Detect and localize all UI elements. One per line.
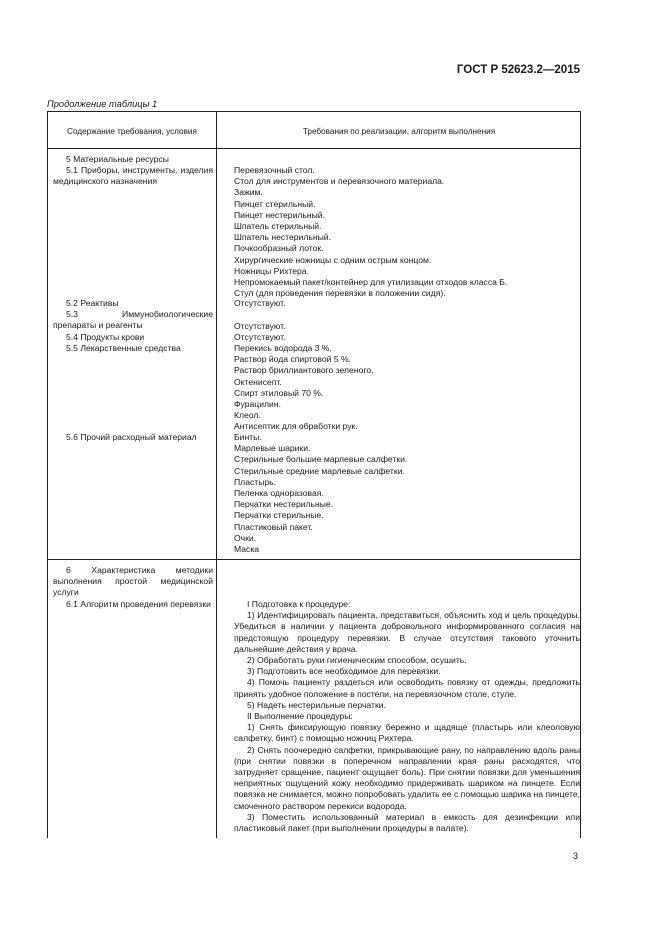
list-item: Раствор йода спиртовой 5 %.	[234, 354, 352, 365]
step-2-2: 2) Снять поочередно салфетки, прикрывающие рану, по направлению вдоль раны (при снятии повязки в поперечном направлении края раны расходятся, что затрудняет сращение, пациент ощущает боль). При снятии повязки для уменьшения неприятных ощущений кожу необходимо придерживать шариком на пинцете. Если повязка не снимается, можно попробовать удалить ее с помощью шарика на пинцете, смоченного раствором перекиси водорода.	[234, 744, 580, 811]
list-item: Бинты.	[234, 432, 262, 442]
column-header-requirement: Содержание требования, условия	[67, 127, 197, 136]
header-divider	[48, 148, 580, 149]
list-item: Клеол.	[234, 410, 261, 421]
list-item: Перчатки нестерильные.	[234, 499, 334, 510]
list-item: Пинцет стерильный.	[234, 198, 316, 209]
list-item: Стерильные средние марлевые салфетки.	[234, 465, 405, 476]
immunobiological-value: Отсутствуют.	[234, 321, 286, 331]
step-1-1: 1) Идентифицировать пациента, представиться, объяснить ход и цель процедуры. Убедиться в наличии у пациента добровольного информированного согласия на предстоящую процедуру перевязки. В случае отсутствия такового уточнить дальнейшие действия у врача.	[234, 610, 580, 654]
column-divider	[216, 112, 217, 838]
section-5-5-label: 5.5 Лекарственные средства	[66, 343, 181, 353]
procedure-algorithm	[234, 599, 580, 834]
section-6-title: 6 Характеристика методики выполнения простой медицинской услуги	[53, 565, 213, 598]
step-2-1: 1) Снять фиксирующую повязку бережно и щадяще (пластырь или клеоловую салфетку, бинт) с помощью ножниц Рихтера.	[234, 722, 580, 744]
stage-2-title: II Выполнение процедуры:	[247, 711, 353, 722]
section-5-3-label: 5.3 Иммунобиологические препараты и реагенты	[53, 309, 213, 331]
list-item: Непромокаемый пакет/контейнер для утилизации отходов класса Б.	[234, 277, 508, 288]
list-item: Марлевые шарики.	[234, 443, 311, 454]
step-1-2: 2) Обработать руки гигиеническим способом, осушить.	[247, 655, 467, 666]
list-item: Фурацилин.	[234, 399, 281, 410]
blood-products-value: Отсутствуют.	[234, 332, 286, 342]
medicines-list	[234, 343, 579, 433]
section-5-6-label: 5.6 Прочий расходный материал	[66, 432, 197, 442]
section-5-2-label: 5.2 Реактивы	[66, 298, 119, 308]
list-item: Шпатель нестерильный.	[234, 232, 331, 243]
section-5-title: 5 Материальные ресурсы	[66, 154, 169, 164]
list-item: Почкообразный лоток.	[234, 243, 324, 254]
section-divider	[48, 559, 580, 560]
step-1-3: 3) Подготовить все необходимое для перевязки.	[247, 666, 441, 677]
list-item: Пластиковый пакет.	[234, 521, 313, 532]
list-item: Зажим.	[234, 187, 263, 198]
page-number: 3	[572, 851, 578, 861]
step-2-3: 3) Поместить использованный материал в емкость для дезинфекции или пластиковый пакет (при выполнении процедуры в палате).	[234, 811, 580, 834]
instruments-list	[234, 165, 579, 299]
requirements-table	[47, 111, 581, 838]
step-1-5: 5) Надеть нестерильные перчатки.	[247, 699, 386, 710]
section-5-1-label: 5.1 Приборы, инструменты, изделия медицинского назначения	[53, 165, 213, 187]
stage-1-title: I Подготовка к процедуре:	[247, 599, 351, 609]
list-item: Антисептик для обработки рук.	[234, 421, 358, 432]
list-item: Хирургические ножницы с одним острым концом.	[234, 254, 432, 265]
reagents-value: Отсутствуют.	[234, 298, 286, 308]
section-6-1-label: 6.1 Алгоритм проведения перевязки	[66, 599, 211, 609]
list-item: Пластырь.	[234, 476, 277, 487]
table-caption: Продолжение таблицы 1	[47, 99, 158, 109]
consumables-list	[234, 432, 579, 555]
document-code: ГОСТ Р 52623.2—2015	[456, 64, 580, 76]
list-item: Ножницы Рихтера.	[234, 265, 309, 276]
list-item: Шпатель стерильный.	[234, 221, 322, 232]
section-5-4-label: 5.4 Продукты крови	[66, 332, 145, 342]
list-item: Стул (для проведения перевязки в положении сидя).	[234, 288, 446, 299]
column-header-implementation: Требования по реализации, алгоритм выполнения	[302, 127, 496, 136]
list-item: Перекись водорода 3 %.	[234, 343, 332, 353]
list-item: Очки.	[234, 532, 257, 543]
list-item: Стол для инструментов и перевязочного материала.	[234, 176, 445, 187]
list-item: Перчатки стерильные.	[234, 510, 324, 521]
step-1-4: 4) Помочь пациенту раздеться или освободить повязку от одежды, предложить принять удобное положение в постели, на перевязочном столе, стуле.	[234, 677, 580, 699]
list-item: Маска	[234, 544, 260, 555]
list-item: Перевязочный стол.	[234, 165, 315, 175]
list-item: Стерильные большие марлевые салфетки.	[234, 454, 408, 465]
list-item: Спирт этиловый 70 %.	[234, 387, 324, 398]
list-item: Пинцет нестерильный.	[234, 209, 325, 220]
list-item: Раствор бриллиантового зеленого.	[234, 365, 374, 376]
list-item: Пеленка одноразовая.	[234, 488, 324, 499]
list-item: Октенисепт.	[234, 376, 282, 387]
